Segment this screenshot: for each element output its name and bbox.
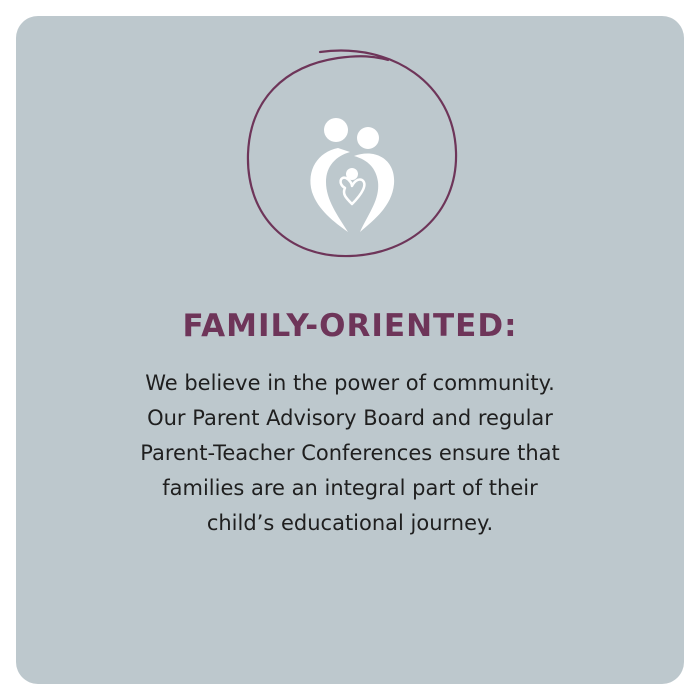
family-icon: [242, 44, 462, 264]
description-line: We believe in the power of community.: [145, 371, 555, 395]
parent-right-head: [357, 127, 379, 149]
parent-left-head: [324, 118, 348, 142]
description-line: families are an integral part of their: [162, 476, 538, 500]
child-heart: [341, 178, 365, 204]
card-description: [74, 366, 626, 541]
family-emblem: [242, 44, 462, 264]
description-line: Our Parent Advisory Board and regular: [147, 406, 553, 430]
card-heading: FAMILY-ORIENTED:: [182, 308, 518, 344]
sketch-circle: [248, 51, 456, 257]
description-line: child’s educational journey.: [206, 511, 494, 535]
feature-card: [16, 16, 684, 684]
description-line: Parent-Teacher Conferences ensure that: [140, 441, 560, 465]
